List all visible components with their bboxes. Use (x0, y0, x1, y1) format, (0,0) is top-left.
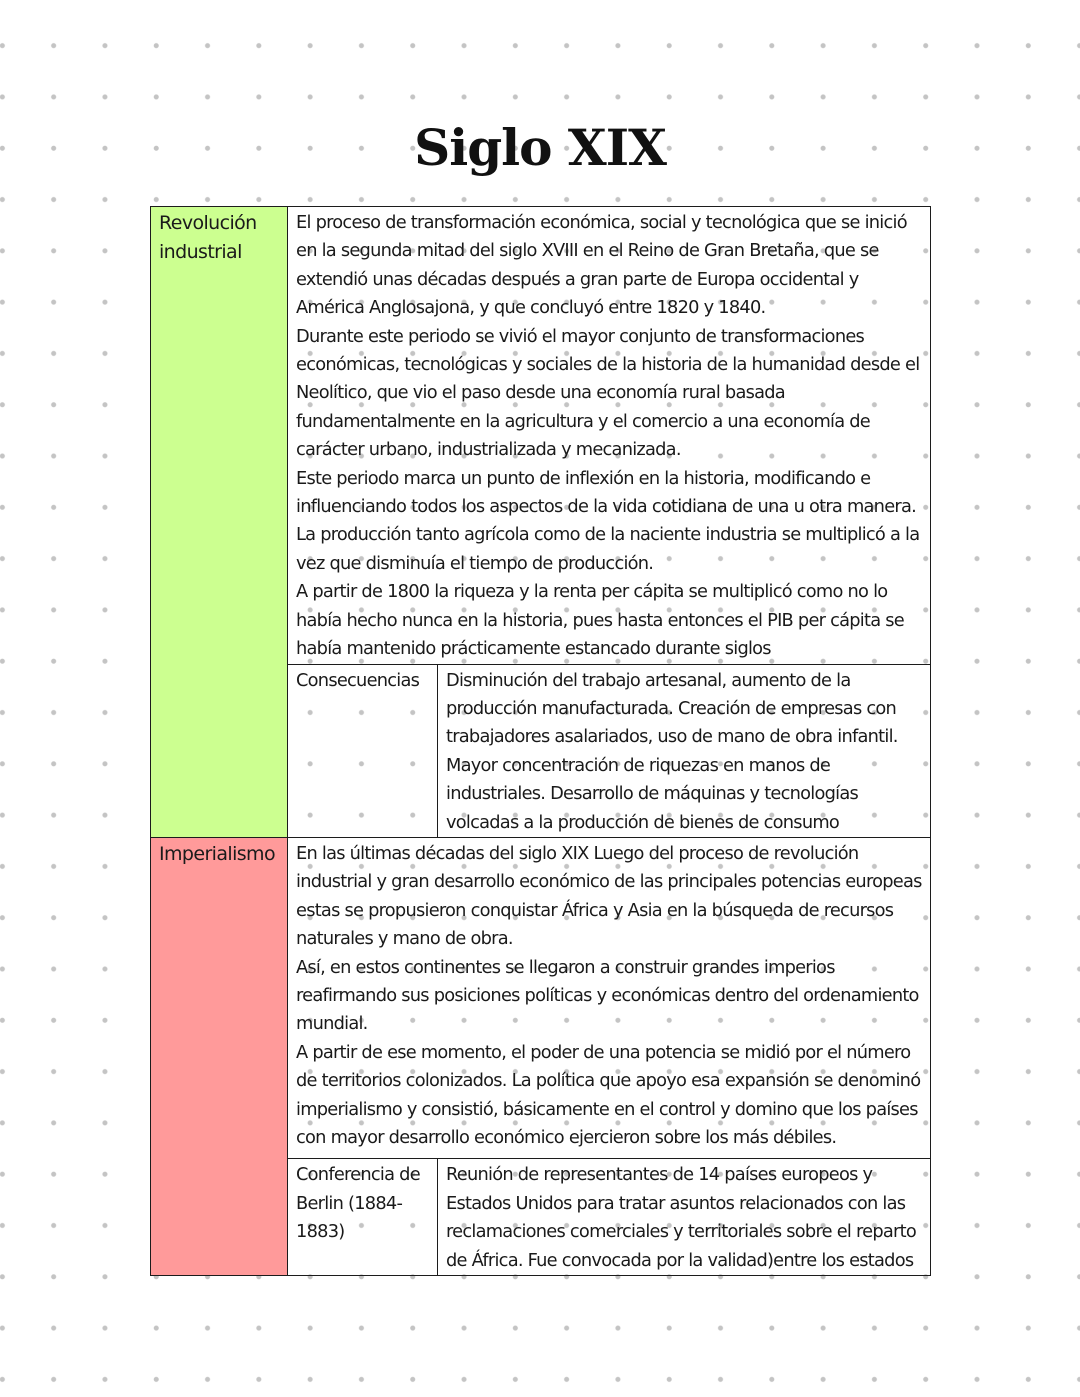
topic-cell-imperialismo: Imperialismo (151, 837, 288, 1275)
paragraph: Así, en estos continentes se llegaron a construir grandes imperios reafirmando sus posiciones políticas y económicas dentro del ordenamiento mundial. (296, 956, 919, 1035)
history-table (150, 206, 931, 1276)
sub-text-conferencia-berlin: Reunión de representantes de 14 países europeos y Estados Unidos para tratar asuntos relacionados con las reclamaciones comerciales y territoriales sobre el reparto de África. Fue convocada por la validad)entre los estados (446, 1164, 916, 1271)
sub-table (288, 1159, 930, 1275)
paragraph: A partir de ese momento, el poder de una potencia se midió por el número de territorios colonizados. La política que apoyo esa expansión se denominó imperialismo y consistió, básicamente en el control y domino que los países con mayor desarrollo económico ejercieron sobre los más débiles. (296, 1041, 921, 1148)
paragraph: Este periodo marca un punto de inflexión en la historia, modificando e influenciando todos los aspectos de la vida cotidiana de una u otra manera. La producción tanto agrícola como de la naciente industria se multiplicó a la vez que disminuía el tiempo de producción. (296, 467, 920, 574)
description-cell-revolucion-industrial (288, 207, 931, 665)
topic-cell-revolucion-industrial: Revolución industrial (151, 207, 288, 838)
page-title: Siglo XIX (414, 118, 666, 177)
paragraph: El proceso de transformación económica, social y tecnológica que se inició en la segunda mitad del siglo XVIII en el Reino de Gran Bretaña, que se extendió unas décadas después a gran parte de Europa occidental y América Anglosajona, y que concluyó entre 1820 y 1840. (296, 212, 907, 319)
table-row-imperialismo (151, 837, 931, 1158)
sub-text-consecuencias: Disminución del trabajo artesanal, aumento de la producción manufacturada. Creación de empresas con trabajadores asalariados, uso de mano de obra infantil. Mayor concentración de riquezas en manos de industriales. Desarrollo de máquinas y tecnologías volcadas a la producción de bienes de consumo (446, 669, 898, 833)
sub-table (288, 665, 930, 837)
table-row-revolucion-industrial (151, 207, 931, 665)
subcell-consecuencias (288, 664, 931, 837)
sub-label-conferencia-berlin: Conferencia de Berlin (1884-1883) (288, 1159, 438, 1275)
paragraph: Durante este periodo se vivió el mayor conjunto de transformaciones económicas, tecnológicas y sociales de la historia de la humanidad desde el Neolítico, que vio el paso desde una economía rural basada fundamentalmente en la agricultura y el comercio a una economía de carácter urbano, industrializada y mecanizada. (296, 325, 920, 461)
paragraph: En las últimas décadas del siglo XIX Luego del proceso de revolución industrial y gran desarrollo económico de las principales potencias europeas estas se propusieron conquistar África y Asia en la búsqueda de recursos naturales y mano de obra. (296, 842, 922, 950)
paragraph: A partir de 1800 la riqueza y la renta per cápita se multiplicó como no lo había hecho nunca en la historia, pues hasta entonces el PIB per cápita se había mantenido prácticamente estancado durante siglos (296, 581, 904, 660)
subcell-conferencia-berlin (288, 1159, 931, 1276)
sub-label-consecuencias: Consecuencias (288, 665, 438, 837)
description-cell-imperialismo (288, 837, 931, 1158)
